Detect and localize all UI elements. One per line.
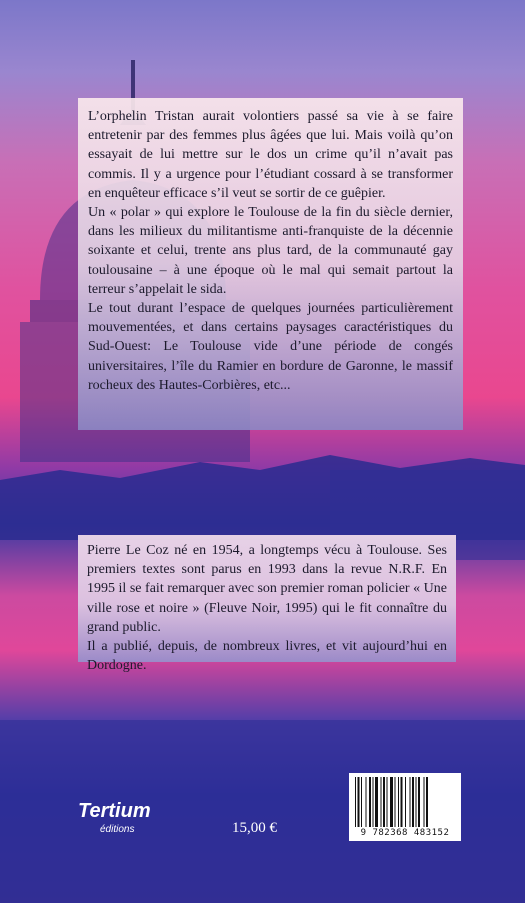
publisher-logo (78, 800, 158, 842)
barcode-bar (398, 777, 399, 827)
isbn-number: 9 782368 483152 (360, 828, 450, 838)
isbn-barcode (349, 773, 461, 841)
bio-paragraph: Il a publié, depuis, de nombreux livres, et vit aujourd’hui en Dordogne. (87, 639, 447, 674)
barcode-bar (366, 777, 367, 827)
blurb-paragraph: Le tout durant l’espace de quelques journées particulièrement mouvementées, et dans certains paysages caractéristiques du Sud-Ouest: Le Toulouse vide d’une période de congés universitaires, l’île du Ramier en bordure de Garonne, le massif rocheux des Hautes-Corbières, etc... (88, 301, 453, 393)
barcode-bar (426, 777, 428, 827)
back-cover-blurb (78, 98, 463, 430)
barcode-bar (383, 777, 385, 827)
barcode-bar (424, 777, 425, 827)
blurb-paragraph: Un « polar » qui explore le Toulouse de la fin du siècle dernier, dans les milieux du militantisme anti-franquiste de la décennie soixante et celui, trente ans plus tard, de la communauté gay toulousaine – à une époque où le mal qui semait partout la terreur s’appelait le sida. (88, 205, 453, 297)
barcode-bar (387, 777, 388, 827)
bio-paragraph: Pierre Le Coz né en 1954, a longtemps vécu à Toulouse. Ses premiers textes sont parus en 1993 dans la revue N.R.F. En 1995 il se fait remarquer avec son premier roman policier « Une ville rose et noire » (Fleuve Noir, 1995) qui le fit connaître du grand public. (87, 543, 447, 635)
barcode-bar (381, 777, 382, 827)
barcode-bar (375, 777, 378, 827)
price-label: 15,00 € (232, 820, 277, 836)
barcode-bar (373, 777, 374, 827)
author-bio (78, 535, 456, 674)
barcode-bar (355, 777, 356, 827)
blurb-paragraph: L’orphelin Tristan aurait volontiers passé sa vie à se faire entretenir par des femmes plus âgées que lui. Mais voilà qu’on essayait de lui mettre sur le dos un crime qu’il n’avait pas commis. Il y a urgence pour l’étudiant cossard à se transformer en enquêteur efficace s’il veut se sortir de ce guêpier. (88, 109, 453, 201)
barcode-bar (369, 777, 371, 827)
barcode-icon (353, 777, 457, 827)
barcode-bar (361, 777, 362, 827)
publisher-sub: éditions (100, 824, 135, 835)
barcode-bar (410, 777, 411, 827)
barcode-bar (395, 777, 396, 827)
barcode-bar (405, 777, 406, 827)
barcode-bar (416, 777, 417, 827)
barcode-bar (418, 777, 420, 827)
barcode-bar (358, 777, 360, 827)
barcode-bar (412, 777, 414, 827)
publisher-name: Tertium (78, 800, 151, 822)
barcode-bar (401, 777, 403, 827)
barcode-bar (390, 777, 393, 827)
